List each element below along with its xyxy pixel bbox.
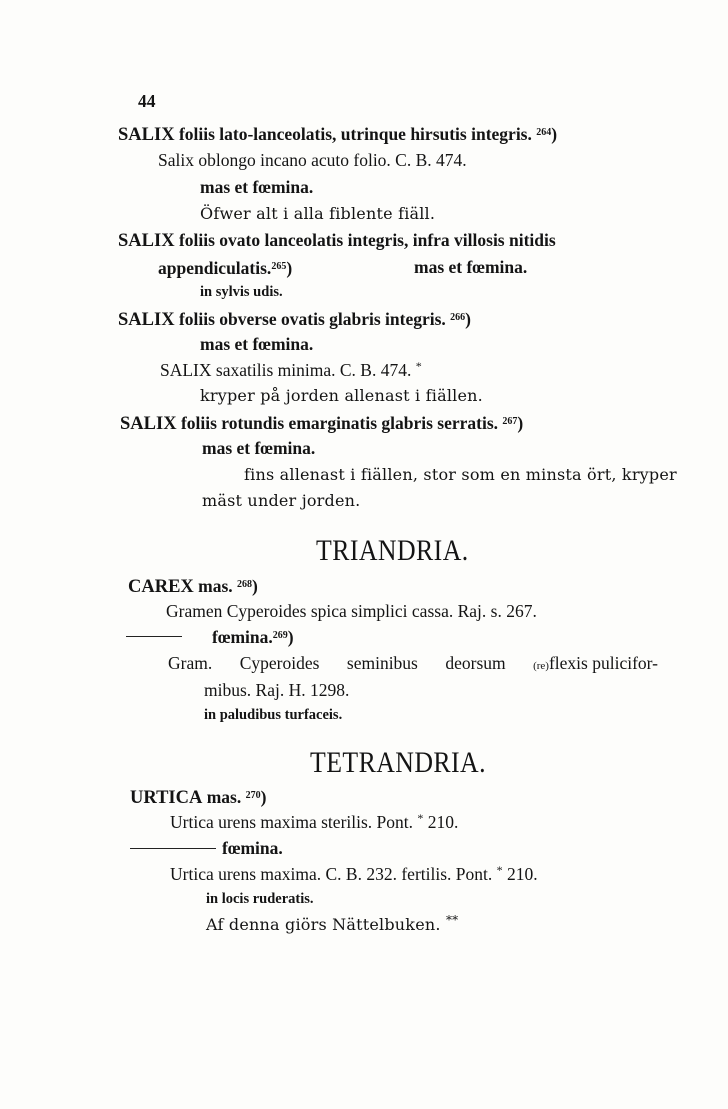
habitat-line: in sylvis udis.	[200, 284, 283, 300]
footnote-ref: 269	[272, 630, 288, 641]
habitat-line: in locis ruderatis.	[206, 891, 314, 907]
footnote-ref: 267	[502, 416, 518, 427]
footnote-ref: 264	[536, 127, 552, 138]
habitat-line: in paludibus turfaceis.	[204, 707, 343, 723]
sex-line: fœmina.$^{269}$)	[212, 627, 294, 647]
entry-carex: CAREX mas. $^{268}$)	[128, 576, 258, 597]
synonym-line: Gram. Cyperoides seminibus deorsum (re)flexis pulicifor-	[168, 653, 658, 673]
synonym-line: Urtica urens maxima sterilis. Pont. * 210.	[170, 811, 459, 832]
page-number: 44	[138, 91, 156, 111]
sex-line: mas et fœmina.	[202, 438, 316, 458]
entry-text: foliis obverse ovatis glabris integris.	[178, 309, 446, 329]
footnote-ref: 265	[271, 261, 287, 272]
synonym-line: SALIX saxatilis minima. C. B. 474. *	[160, 359, 422, 380]
entry-text: mas.	[198, 576, 233, 596]
entry-urtica: URTICA mas. $^{270}$)	[130, 787, 267, 808]
swedish-note: fins allenast i fiällen, stor som en minsta ört, kryper	[244, 465, 677, 484]
entry-text: mas.	[206, 787, 242, 807]
sex-line: fœmina.	[222, 838, 283, 858]
genus: SALIX	[120, 414, 177, 434]
double-asterisk: **	[445, 913, 459, 927]
entry-salix-3: SALIX foliis obverse ovatis glabris integris. $^{266}$)	[118, 309, 471, 330]
swedish-note: Öfwer alt i alla fiblente fiäll.	[200, 204, 436, 223]
synonym-line: Gramen Cyperoides spica simplici cassa. Raj. s. 267.	[166, 601, 537, 621]
swedish-note: kryper på jorden allenast i fiällen.	[200, 386, 483, 405]
sex-line: mas et fœmina.	[414, 257, 528, 277]
sex-line: mas et fœmina.	[200, 334, 314, 354]
entry-salix-4: SALIX foliis rotundis emarginatis glabris serratis. $^{267}$)	[120, 413, 524, 434]
footnote-ref: 270	[245, 790, 261, 801]
footnote-ref: 268	[237, 579, 253, 590]
synonym-continuation: mibus. Raj. H. 1298.	[204, 680, 350, 700]
genus: SALIX	[118, 231, 175, 251]
ditto-dash	[126, 636, 182, 637]
entry-salix-1	[118, 122, 557, 146]
synonym-line: Urtica urens maxima. C. B. 232. fertilis. Pont. * 210.	[170, 863, 538, 884]
paren: )	[551, 124, 558, 144]
asterisk: *	[415, 359, 422, 373]
sex-line: mas et fœmina.	[200, 177, 314, 197]
ditto-dash	[130, 848, 216, 849]
entry-text: foliis rotundis emarginatis glabris serratis.	[180, 413, 499, 433]
swedish-note: Af denna giörs Nättelbuken. **	[206, 913, 459, 934]
small-re: (re)	[533, 660, 549, 672]
synonym-line: Salix oblongo incano acuto folio. C. B. 474.	[158, 150, 467, 170]
asterisk: *	[496, 863, 503, 877]
entry-text: foliis lato-lanceolatis, utrinque hirsutis integris.	[178, 124, 532, 144]
entry-salix-2	[118, 229, 556, 252]
section-heading: TRIANDRIA.	[316, 534, 469, 567]
entry-text: foliis ovato lanceolatis integris, infra villosis nitidis	[178, 230, 556, 250]
genus: URTICA	[130, 788, 203, 808]
genus: SALIX	[118, 125, 175, 145]
section-heading: TETRANDRIA.	[310, 746, 487, 779]
genus: CAREX	[128, 577, 194, 597]
entry-continuation: appendiculatis.$^{265}$)	[158, 258, 293, 278]
swedish-note-cont: mäst under jorden.	[202, 491, 361, 510]
genus: SALIX	[118, 310, 175, 330]
footnote-ref: 266	[450, 312, 466, 323]
asterisk: *	[417, 811, 424, 825]
